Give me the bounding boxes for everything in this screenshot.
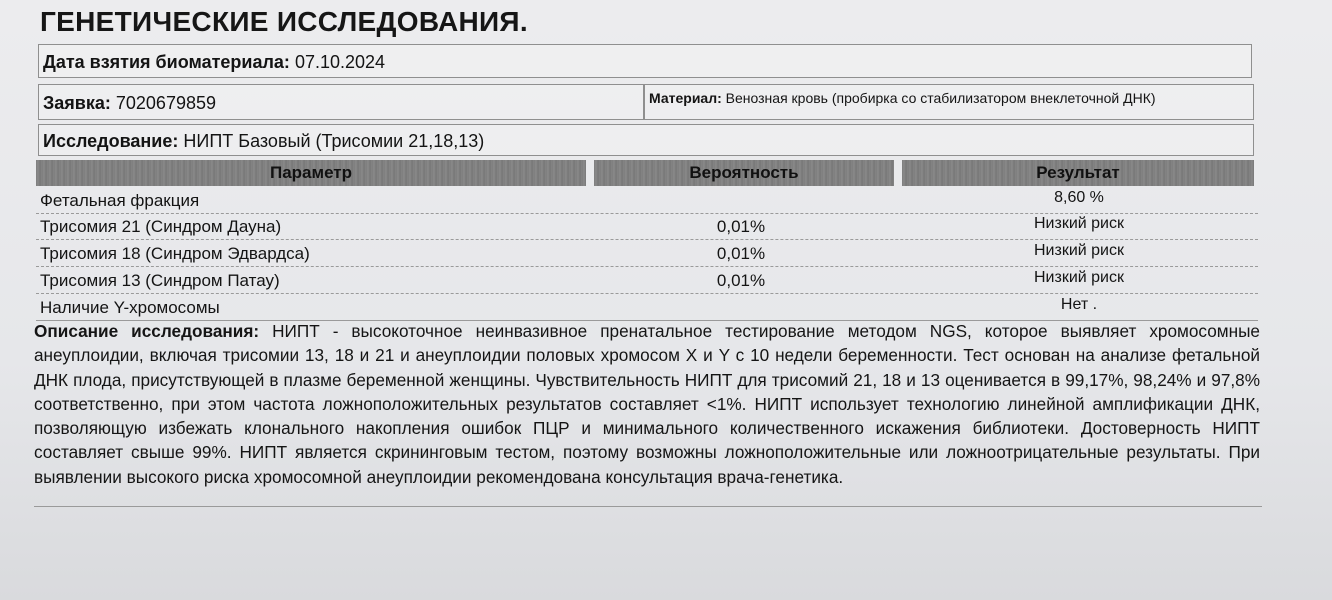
sample-date-box [38,44,1252,78]
study-label: Исследование: [43,131,179,151]
row-result: Нет . [1060,296,1098,313]
description-text: НИПТ - высокоточное неинвазивное пренатальное тестирование методом NGS, которое выявляет хромосомные анеуплоидии, включая трисомии 13, 18 и 21 и анеуплоидии половых хромосом X и Y с 10 недели беременности. Тест основан на анализе фетальной ДНК плода, присутствующей в плазме беременной женщины. Чувствительность НИПТ для трисомий 21, 18 и 13 оценивается в 99,17%, 98,24% и 97,8% соответственно, при этом частота ложноположительных результатов составляет <1%. НИПТ использует технологию линейной амплификации ДНК, позволяющую избежать клонального накопления ошибок ПЦР и минимального количественного искажения библиотеки. Достоверность НИПТ составляет свыше 99%. НИПТ является скрининговым тестом, поэтому возможны ложноположительные или ложноотрицательные результаты. При выявлении высокого риска хромосомной анеуплоидии рекомендована консультация врача-генетика. [34,321,1260,487]
row-result: 8,60 % [1054,189,1104,206]
study-value: НИПТ Базовый (Трисомии 21,18,13) [183,131,485,151]
row-result: Низкий риск [1034,269,1124,286]
row-result: Низкий риск [1034,242,1124,259]
material-box [644,84,1254,120]
row-result: Низкий риск [1034,215,1124,232]
row-parameter: Трисомия 13 (Синдром Патау) [40,271,280,290]
row-probability: 0,01% [716,271,766,290]
row-parameter: Трисомия 21 (Синдром Дауна) [40,217,282,236]
column-header-result: Результат [902,160,1254,186]
table-row [36,214,1258,240]
order-number: 7020679859 [115,93,216,113]
row-probability: 0,01% [716,217,766,236]
page-title: ГЕНЕТИЧЕСКИЕ ИССЛЕДОВАНИЯ. [40,6,528,37]
column-header-parameter: Параметр [36,160,586,186]
table-row [36,295,1258,321]
row-probability: 0,01% [716,244,766,263]
description-divider [34,506,1262,507]
study-box [38,124,1254,156]
row-parameter: Наличие Y-хромосомы [40,298,220,317]
row-parameter: Трисомия 18 (Синдром Эдвардса) [40,244,310,263]
sample-date-value: 07.10.2024 [294,52,386,72]
material-value: Венозная кровь (пробирка со стабилизатором внеклеточной ДНК) [725,90,1156,106]
order-box [38,84,644,120]
column-header-probability: Вероятность [594,160,894,186]
table-row [36,268,1258,294]
order-label: Заявка: [43,93,111,113]
table-row [36,241,1258,267]
sample-date-label: Дата взятия биоматериала: [43,52,290,72]
table-row [36,188,1258,214]
row-parameter: Фетальная фракция [40,191,200,210]
study-description [34,319,1260,489]
description-label: Описание исследования: [34,321,260,341]
material-label: Материал: [649,90,722,106]
